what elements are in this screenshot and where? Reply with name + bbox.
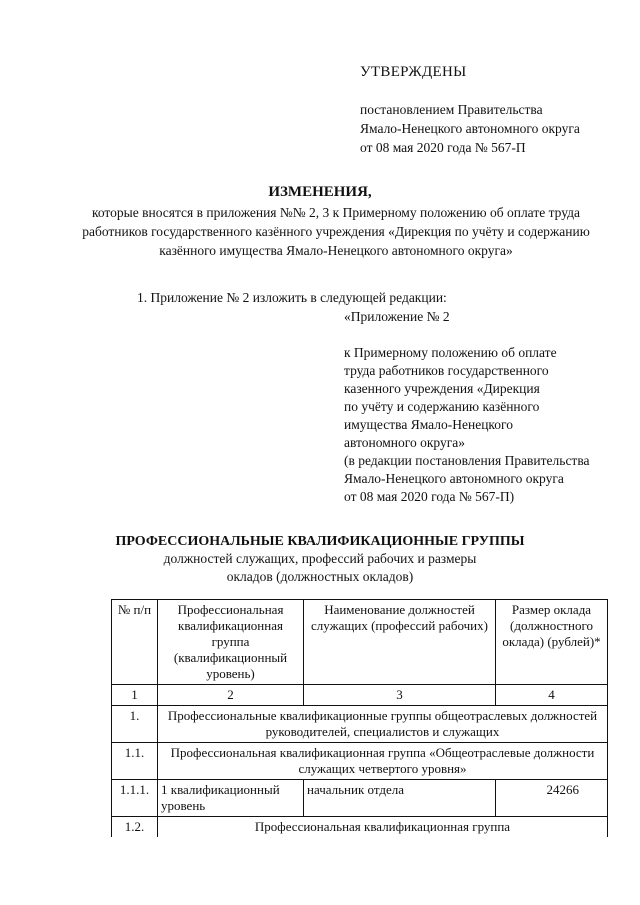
column-number: 4 <box>496 685 608 706</box>
column-number: 3 <box>304 685 496 706</box>
row-number: 1. <box>112 706 158 743</box>
appendix-line: автономного округа» <box>344 435 465 450</box>
row-salary: 24266 <box>496 780 608 817</box>
table-row <box>112 780 608 817</box>
row-group-text: Профессиональные квалификационные группы общеотраслевых должностей руководителей, специалистов и служащих <box>158 706 608 743</box>
approved-heading: УТВЕРЖДЕНЫ <box>360 64 467 80</box>
approval-details <box>360 100 580 157</box>
table-row <box>112 706 608 743</box>
appendix-line: к Примерному положению об оплате <box>344 345 557 360</box>
appendix-line: казенного учреждения «Дирекция <box>344 381 540 396</box>
row-group-text: Профессиональная квалификационная группа «Общеотраслевые должности служащих четвертого уровня» <box>158 743 608 780</box>
changes-text: которые вносятся в приложения №№ 2, 3 к Примерному положению об оплате труда работников государственного казённого учреждения «Дирекция по учёту и содержанию казённого имущества Ямало-Ненецкого автономного округа» <box>82 205 590 258</box>
row-position: начальник отдела <box>304 780 496 817</box>
table-header-cell: № п/п <box>112 600 158 685</box>
row-level: 1 квалификационный уровень <box>158 780 304 817</box>
table-header-cell: Профессиональная квалификационная группа (квалификационный уровень) <box>158 600 304 685</box>
appendix-line: от 08 мая 2020 года № 567-П) <box>344 489 515 504</box>
groups-subtitle: должностей служащих, профессий рабочих и размеры окладов (должностных окладов) <box>163 551 477 584</box>
table-header-cell: Размер оклада (должностного оклада) (рублей)* <box>496 600 608 685</box>
row-number: 1.1.1. <box>112 780 158 817</box>
table-header-cell: Наименование должностей служащих (профессий рабочих) <box>304 600 496 685</box>
salary-table <box>111 599 608 837</box>
table-header-row <box>112 600 608 685</box>
appendix-line: по учёту и содержанию казённого <box>344 399 540 414</box>
row-number: 1.2. <box>112 817 158 838</box>
changes-title: ИЗМЕНЕНИЯ, <box>268 184 372 200</box>
approval-line: от 08 мая 2020 года № 567-П <box>360 140 526 155</box>
column-number: 1 <box>112 685 158 706</box>
item-1-text: 1. Приложение № 2 изложить в следующей редакции: <box>137 290 447 305</box>
row-number: 1.1. <box>112 743 158 780</box>
table-row <box>112 743 608 780</box>
column-number: 2 <box>158 685 304 706</box>
approval-line: Ямало-Ненецкого автономного округа <box>360 121 580 136</box>
approval-line: постановлением Правительства <box>360 102 543 117</box>
column-number-row <box>112 685 608 706</box>
appendix-line: труда работников государственного <box>344 363 549 378</box>
row-group-text: Профессиональная квалификационная группа <box>158 817 608 838</box>
appendix-title: «Приложение № 2 <box>344 309 450 324</box>
groups-title: ПРОФЕССИОНАЛЬНЫЕ КВАЛИФИКАЦИОННЫЕ ГРУППЫ <box>115 534 525 549</box>
table-row <box>112 817 608 838</box>
appendix-line: Ямало-Ненецкого автономного округа <box>344 471 564 486</box>
appendix-block <box>344 308 590 506</box>
appendix-line: (в редакции постановления Правительства <box>344 453 590 468</box>
appendix-line: имущества Ямало-Ненецкого <box>344 417 514 432</box>
